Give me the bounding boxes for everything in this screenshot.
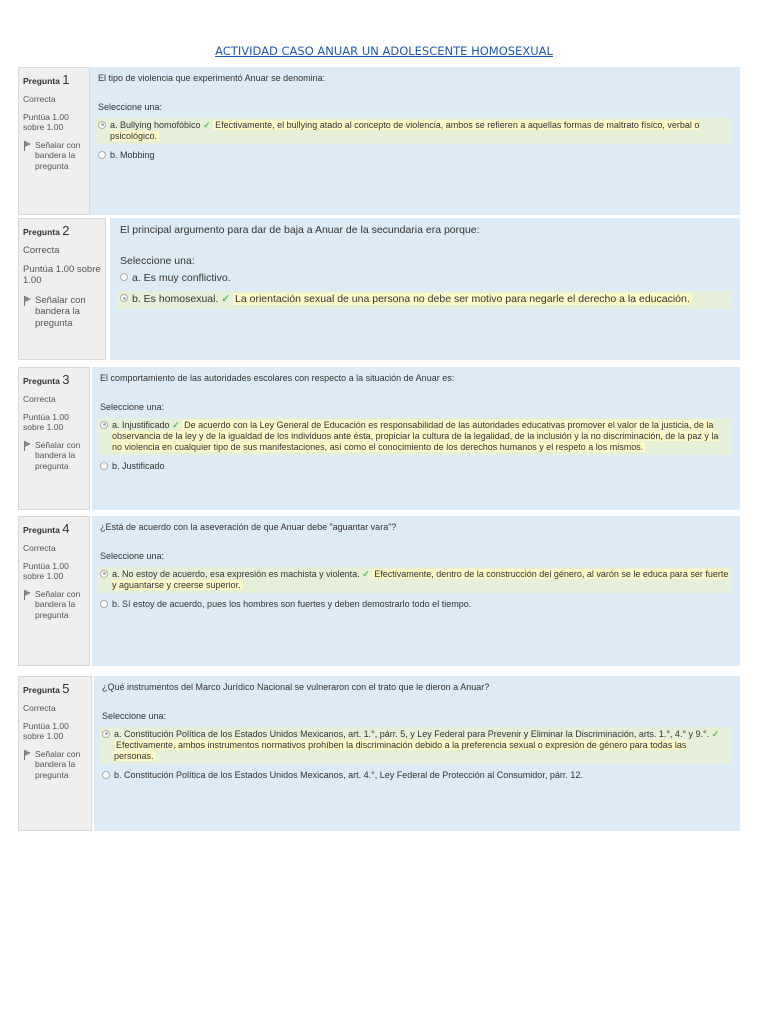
option-a[interactable] (97, 567, 732, 594)
question-info (18, 67, 90, 215)
question-3 (18, 367, 740, 510)
option-a[interactable] (95, 118, 732, 145)
question-text: El principal argumento para dar de baja a Anuar de la secundaria era porque: (120, 224, 480, 236)
option-b[interactable] (102, 770, 732, 781)
radio-option-b[interactable] (102, 771, 110, 779)
flag-icon (23, 750, 32, 760)
question-number: 4 (62, 521, 70, 536)
question-status: Correcta (23, 702, 56, 713)
radio-option-b[interactable] (100, 462, 108, 470)
question-text: El tipo de violencia que experimentó Anuar se denomina: (98, 73, 326, 83)
option-b[interactable] (100, 599, 732, 610)
check-icon: ✓ (221, 293, 231, 306)
question-label: Pregunta (23, 376, 60, 386)
option-feedback: De acuerdo con la Ley General de Educación es responsabilidad de las autoridades educativas promover el valor de la justicia, de la observancia de la ley y de la igualdad de los individuos ante ésta, propiciar la cultura de la legalidad, de la inclusión y la no discriminación, de la paz y la no violencia en cualquier tipo de sus manifestaciones, así como el conocimiento de los derechos humanos y el respeto a los mismos. (112, 419, 719, 452)
question-status: Correcta (23, 93, 56, 104)
option-text: a. Injustificado (112, 419, 170, 430)
select-prompt: Seleccione una: (120, 255, 195, 268)
question-1 (18, 67, 740, 215)
check-icon: ✓ (362, 568, 370, 579)
option-feedback: La orientación sexual de una persona no debe ser motivo para negarle el derecho a la educación. (235, 293, 690, 306)
select-prompt: Seleccione una: (100, 551, 165, 562)
question-score: Puntúa 1.00 sobre 1.00 (23, 720, 69, 741)
flag-icon (23, 296, 32, 306)
flag-question-link[interactable] (23, 295, 101, 329)
flag-label: Señalar con bandera la pregunta (35, 140, 81, 171)
option-text: b. Constitución Política de los Estados Unidos Mexicanos, art. 4.°, Ley Federal de Protección al Consumidor, párr. 12. (114, 770, 583, 781)
question-content (90, 67, 740, 215)
option-b[interactable] (98, 150, 732, 161)
question-number: 2 (62, 223, 70, 238)
question-4 (18, 516, 740, 666)
question-5 (18, 676, 740, 831)
flag-icon (23, 441, 32, 451)
question-content (94, 676, 740, 831)
question-info (18, 516, 90, 666)
question-score: Puntúa 1.00 sobre 1.00 (23, 111, 69, 132)
question-info (18, 218, 106, 360)
option-feedback: Efectivamente, dentro de la construcción del género, al varón se le educa para ser fuerte y aguantarse y creerse superior. (112, 568, 729, 590)
question-content (92, 516, 740, 666)
flag-question-link[interactable] (23, 440, 85, 471)
question-score: Puntúa 1.00 sobre 1.00 (23, 411, 69, 432)
flag-question-link[interactable] (23, 749, 87, 780)
question-label: Pregunta (23, 685, 60, 695)
question-status: Correcta (23, 393, 56, 404)
flag-icon (23, 590, 32, 600)
document-title: ACTIVIDAD CASO ANUAR UN ADOLESCENTE HOMOSEXUAL (215, 44, 553, 58)
option-text: b. Mobbing (110, 150, 155, 160)
option-a[interactable] (99, 727, 732, 765)
check-icon: ✓ (203, 119, 211, 130)
option-text: a. Es muy conflictivo. (132, 272, 231, 285)
flag-label: Señalar con bandera la pregunta (35, 440, 81, 471)
question-score: Puntúa 1.00 sobre 1.00 (23, 560, 69, 581)
flag-label: Señalar con bandera la pregunta (35, 749, 81, 780)
select-prompt: Seleccione una: (102, 711, 167, 722)
option-text: a. Constitución Política de los Estados Unidos Mexicanos, art. 1.°, párr. 5, y Ley Federal para Prevenir y Eliminar la Discriminación, arts. 1.°, 4.° y 9.°. (114, 728, 710, 739)
question-text: ¿Está de acuerdo con la aseveración de que Anuar debe “aguantar vara”? (100, 522, 397, 532)
check-icon: ✓ (711, 728, 720, 739)
radio-option-b[interactable] (120, 294, 128, 302)
question-text: ¿Qué instrumentos del Marco Jurídico Nacional se vulneraron con el trato que le dieron a Anuar? (102, 682, 490, 692)
question-status: Correcta (23, 244, 60, 256)
radio-option-b[interactable] (100, 600, 108, 608)
question-text: El comportamiento de las autoridades escolares con respecto a la situación de Anuar es: (100, 373, 455, 383)
question-status: Correcta (23, 542, 56, 553)
question-number: 1 (62, 72, 70, 87)
radio-option-a[interactable] (102, 730, 110, 738)
question-info (18, 367, 90, 510)
option-a[interactable] (97, 418, 732, 456)
flag-icon (23, 141, 32, 151)
question-number: 3 (62, 372, 70, 387)
question-content (110, 218, 740, 360)
flag-question-link[interactable] (23, 140, 85, 171)
flag-question-link[interactable] (23, 589, 85, 620)
question-info (18, 676, 92, 831)
option-a[interactable] (120, 272, 732, 285)
option-text: a. Bullying homofóbico (110, 119, 201, 130)
radio-option-a[interactable] (120, 273, 128, 281)
question-label: Pregunta (23, 76, 60, 86)
radio-option-a[interactable] (100, 421, 108, 429)
question-label: Pregunta (23, 227, 60, 237)
radio-option-a[interactable] (98, 121, 106, 129)
option-feedback: Efectivamente, ambos instrumentos normativos prohíben la discriminación debido a la preferencia sexual o expresión de género para todas las personas. (114, 739, 687, 761)
question-2 (18, 218, 740, 360)
select-prompt: Seleccione una: (98, 102, 163, 113)
question-content (92, 367, 740, 510)
option-text: b. Es homosexual. (132, 293, 219, 306)
option-b[interactable] (100, 461, 732, 472)
option-text: b. Sí estoy de acuerdo, pues los hombres son fuertes y deben demostrarlo todo el tiempo. (112, 599, 472, 609)
radio-option-a[interactable] (100, 570, 108, 578)
select-prompt: Seleccione una: (100, 402, 165, 413)
option-b[interactable] (117, 291, 732, 308)
option-text: a. No estoy de acuerdo, esa expresión es machista y violenta. (112, 568, 360, 579)
flag-label: Señalar con bandera la pregunta (35, 294, 86, 329)
check-icon: ✓ (172, 419, 180, 430)
option-text: b. Justificado (112, 461, 165, 472)
question-label: Pregunta (23, 525, 60, 535)
question-score: Puntúa 1.00 sobre 1.00 (23, 263, 101, 287)
question-number: 5 (62, 681, 70, 696)
flag-label: Señalar con bandera la pregunta (35, 589, 81, 620)
radio-option-b[interactable] (98, 151, 106, 159)
option-feedback: Efectivamente, el bullying atado al concepto de violencia, ambos se refieren a aquellas formas de maltrato físico, verbal o psicológico. (110, 119, 700, 141)
